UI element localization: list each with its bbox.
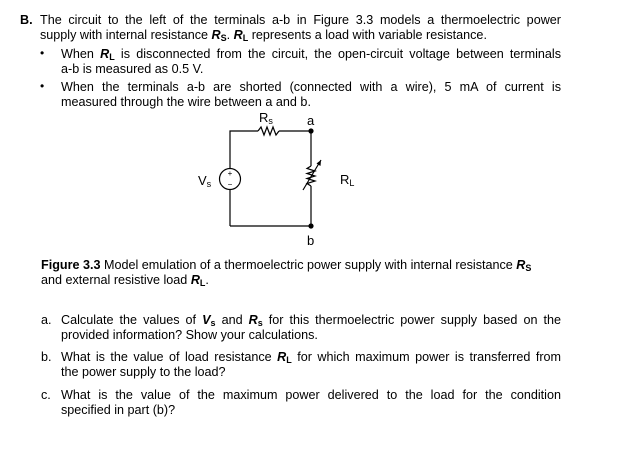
question-b-line-1: What is the value of load resistance $R_L$ for which maximum power is transferred from — [61, 350, 562, 365]
terminal-a-dot — [308, 128, 313, 133]
terminal-b-dot — [308, 223, 313, 228]
terminal-a-label: a — [307, 113, 315, 128]
arrow-head-icon — [317, 160, 322, 166]
intro-line-1: The circuit to the left of the terminals a-b in Figure 3.3 models a thermoelectric power — [40, 13, 561, 27]
minus-sign: − — [227, 180, 233, 189]
question-c-line-2: specified in part (b)? — [61, 403, 176, 417]
bullet-1-line-1: When $R_L$ is disconnected from the circuit, the open-circuit voltage between terminals — [61, 47, 562, 62]
question-a-letter: a. — [41, 313, 52, 327]
bullet-2-line-2: measured through the wire between a and b. — [61, 95, 311, 109]
question-a-line-1: Calculate the values of $V_s$ and $R_s$ for this thermoelectric power supply based on the — [61, 313, 562, 328]
rl-label: $R_L$ — [340, 172, 355, 188]
terminal-b-label: b — [307, 233, 315, 248]
resistor-rs — [258, 127, 279, 135]
question-c-letter: c. — [41, 388, 51, 402]
bullet-dot: • — [40, 79, 45, 93]
vs-label: $V_s$ — [198, 173, 212, 189]
bullet-2-line-1: When the terminals a-b are shorted (connected with a wire), 5 mA of current is — [61, 80, 561, 94]
intro-line-2: supply with internal resistance $R_S$. $R_L$ represents a load with variable resistance. — [40, 28, 487, 43]
problem-number: B. — [20, 13, 33, 27]
wire-top-left — [230, 131, 258, 138]
figure-caption-line-2: and external resistive load $R_L$. — [41, 273, 209, 288]
question-c-line-1: What is the value of the maximum power delivered to the load for the condition — [61, 388, 561, 402]
plus-sign: + — [227, 169, 233, 178]
bullet-dot: • — [40, 46, 45, 60]
bullet-1-line-2: a-b is measured as 0.5 V. — [61, 62, 204, 76]
question-b-letter: b. — [41, 350, 52, 364]
question-a-line-2: provided information? Show your calculations. — [61, 328, 318, 342]
rs-label: $R_s$ — [259, 110, 273, 126]
figure-caption-line-1: Figure 3.3 Model emulation of a thermoelectric power supply with internal resistance $R_S$ — [41, 258, 532, 273]
question-b-line-2: the power supply to the load? — [61, 365, 226, 379]
